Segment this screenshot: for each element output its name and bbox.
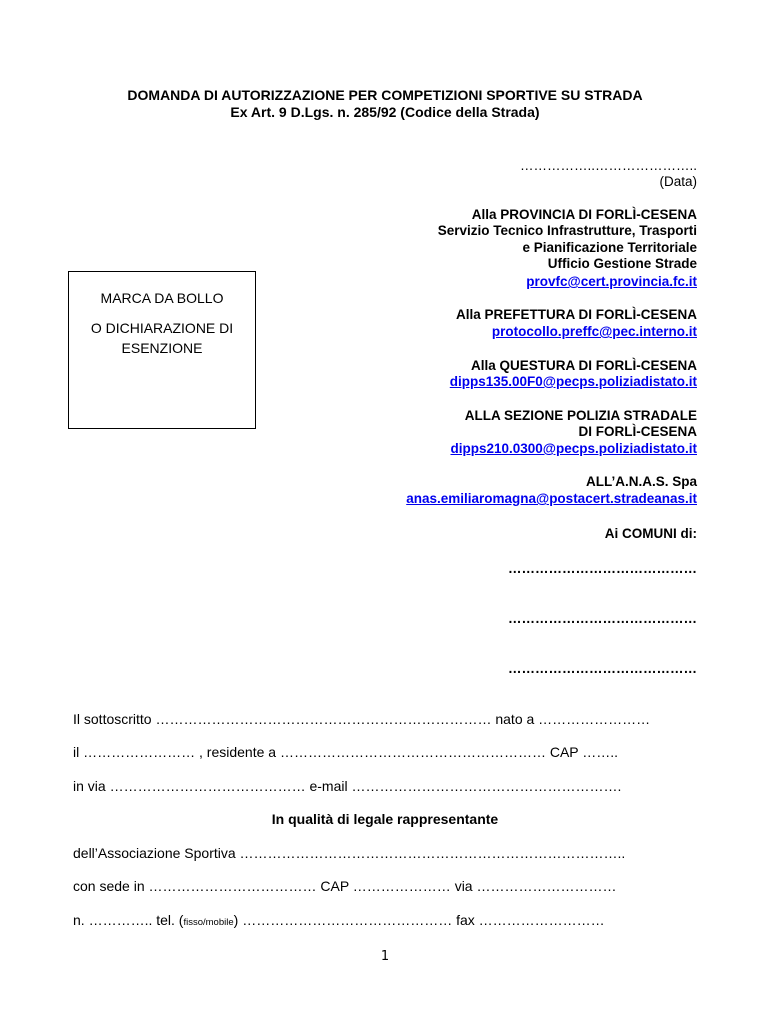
stamp-line-3: ESENZIONE	[121, 340, 203, 356]
recipient-questura-line1: Alla QUESTURA DI FORLÌ-CESENA	[470, 358, 697, 373]
comuni-line-3[interactable]: ……………………………………	[508, 661, 697, 676]
prefettura-email-link[interactable]: protocollo.preffc@pec.interno.it	[491, 324, 697, 339]
form-row-contatti[interactable]	[73, 912, 697, 928]
stamp-line-1: MARCA DA BOLLO	[100, 290, 224, 306]
recipient-comuni-label: Ai COMUNI di:	[604, 526, 697, 541]
anas-email-link[interactable]: anas.emiliaromagna@postacert.stradeanas.it	[406, 491, 697, 506]
form-row-residenza[interactable]: il …………………… , residente a ………………………………………………… CAP ……..	[73, 744, 619, 760]
stamp-line-2: O DICHIARAZIONE DI	[90, 320, 234, 336]
recipient-provincia-line3: e Pianificazione Territoriale	[522, 240, 697, 255]
contatti-part-a: n. ………….. tel. (	[73, 912, 184, 928]
date-dots: ……………..…………………..	[519, 158, 697, 173]
contatti-part-b: ) ……………………………………… fax ………………………	[233, 912, 605, 928]
provincia-email-link[interactable]: provfc@cert.provincia.fc.it	[526, 274, 697, 289]
recipient-polstrada-line2: DI FORLÌ-CESENA	[578, 424, 697, 439]
section-title-legale-rappresentante: In qualità di legale rappresentante	[271, 811, 499, 827]
recipient-provincia-line1: Alla PROVINCIA DI FORLÌ-CESENA	[471, 207, 697, 222]
page-number: 1	[380, 949, 390, 964]
questura-email-link[interactable]: dipps135.00F0@pecps.poliziadistato.it	[449, 374, 697, 389]
comuni-line-1[interactable]: ……………………………………	[508, 561, 697, 576]
polstrada-email-link[interactable]: dipps210.0300@pecps.poliziadistato.it	[450, 441, 697, 456]
form-row-associazione[interactable]: dell’Associazione Sportiva ………………………………………………………………………..	[73, 845, 626, 861]
contatti-fisso-mobile: fisso/mobile	[183, 917, 234, 928]
recipient-prefettura-line1: Alla PREFETTURA DI FORLÌ-CESENA	[455, 307, 697, 322]
form-row-via-email[interactable]: in via …………………………………… e-mail ………………………………………………….	[73, 778, 622, 794]
recipient-provincia-line2: Servizio Tecnico Infrastrutture, Trasporti	[437, 223, 697, 238]
form-row-sede[interactable]: con sede in ……………………………… CAP ………………… via …………………………	[73, 878, 617, 894]
document-subtitle: Ex Art. 9 D.Lgs. n. 285/92 (Codice della Strada)	[230, 104, 540, 120]
recipient-provincia-line4: Ufficio Gestione Strade	[547, 256, 697, 271]
recipient-polstrada-line1: ALLA SEZIONE POLIZIA STRADALE	[464, 408, 697, 423]
form-row-sottoscritto[interactable]: Il sottoscritto ……………………………………………………………… nato a ……………………	[73, 711, 651, 727]
recipient-anas-line1: ALL’A.N.A.S. Spa	[585, 474, 697, 489]
stamp-box	[68, 271, 256, 429]
date-label: (Data)	[659, 174, 697, 189]
comuni-line-2[interactable]: ……………………………………	[508, 611, 697, 626]
document-title: DOMANDA DI AUTORIZZAZIONE PER COMPETIZIONI SPORTIVE SU STRADA	[127, 87, 643, 103]
